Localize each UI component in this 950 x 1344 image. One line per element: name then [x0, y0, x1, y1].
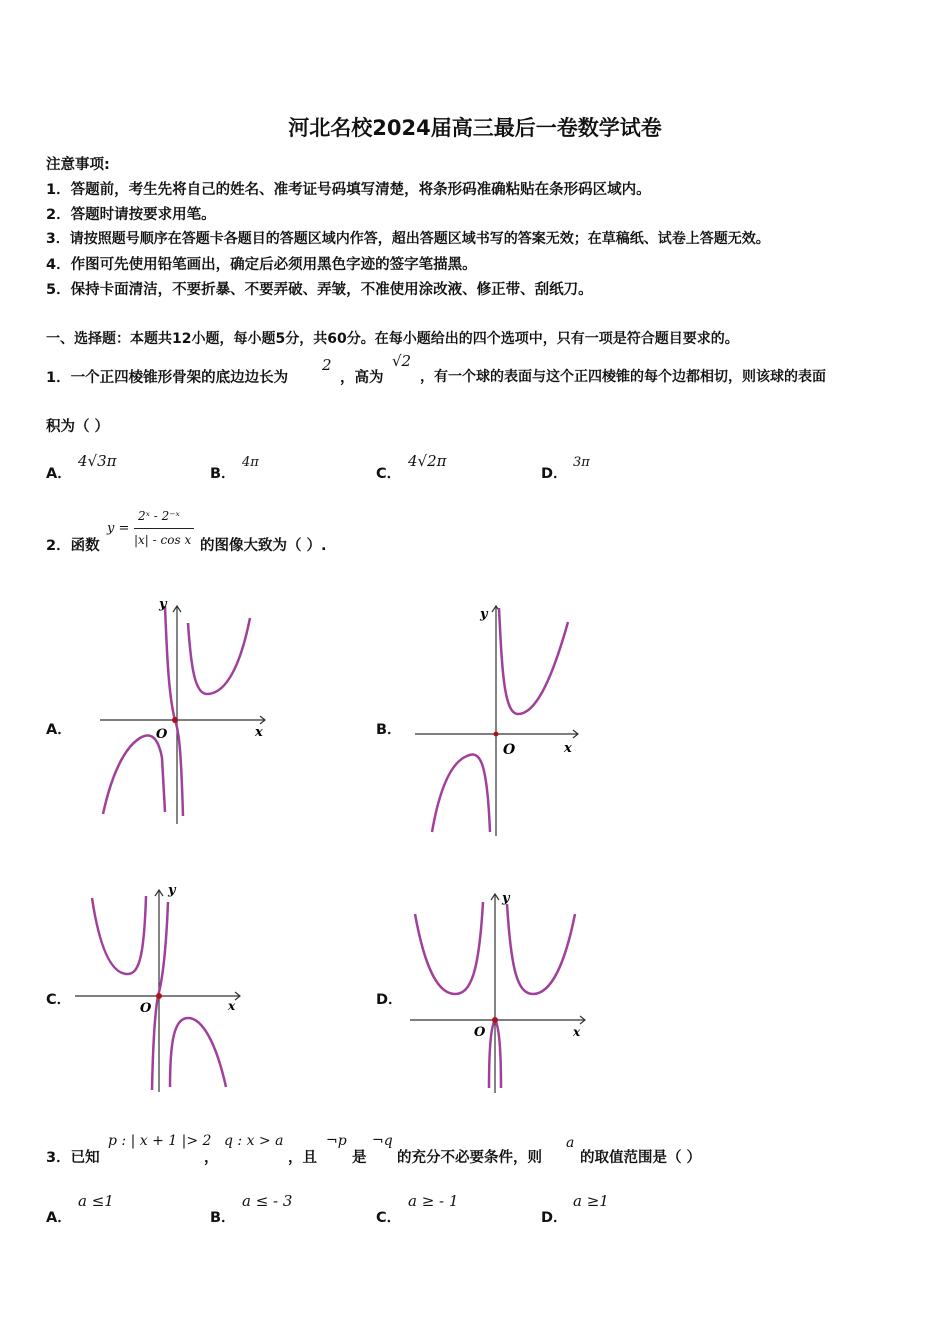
- q3-not-p: ¬p: [326, 1133, 347, 1149]
- graph-d[interactable]: [405, 888, 590, 1098]
- page-title: 河北名校2024届高三最后一卷数学试卷: [288, 116, 662, 140]
- origin-label: O: [503, 742, 516, 758]
- x-axis-label: x: [564, 741, 572, 756]
- q3-text-4: 的充分不必要条件，则: [397, 1150, 542, 1166]
- q1-option-d[interactable]: 3π: [573, 455, 590, 470]
- q2-option-c-label: C．: [46, 992, 72, 1008]
- q1-option-a-label: A．: [46, 466, 72, 482]
- q1-option-a[interactable]: 4√3π: [78, 452, 117, 470]
- q1-height: √2: [392, 352, 412, 370]
- q2-option-d-label: D．: [376, 992, 403, 1008]
- q1-text-4: 积为（ ）: [46, 419, 110, 435]
- x-axis-label: x: [255, 725, 263, 740]
- q2-y-equals: y =: [107, 521, 130, 536]
- q3-option-b[interactable]: a ≤ - 3: [242, 1192, 293, 1210]
- q1-option-b-label: B．: [210, 466, 236, 482]
- q3-option-d-label: D．: [541, 1210, 568, 1226]
- q3-option-a[interactable]: a ≤1: [78, 1192, 114, 1210]
- origin-label: O: [474, 1025, 486, 1040]
- y-axis-label: y: [168, 883, 176, 898]
- q1-option-d-label: D．: [541, 466, 568, 482]
- q3-option-c[interactable]: a ≥ - 1: [408, 1192, 459, 1210]
- q2-numerator: 2ˣ - 2⁻ˣ: [138, 509, 180, 523]
- q3-text-1: 3．已知: [46, 1150, 100, 1166]
- origin-label: O: [140, 1001, 152, 1016]
- q3-text-5: 的取值范围是（ ）: [580, 1150, 702, 1166]
- y-axis-label: y: [480, 607, 488, 622]
- notice-item: 1．答题前，考生先将自己的姓名、准考证号码填写清楚，将条形码准确粘贴在条形码区域内。: [46, 182, 651, 198]
- section-heading: 一、选择题：本题共12小题，每小题5分，共60分。在每小题给出的四个选项中，只有一项是符合题目要求的。: [46, 331, 739, 347]
- q2-option-a-label: A．: [46, 722, 72, 738]
- q1-option-b[interactable]: 4π: [242, 455, 259, 470]
- q1-text-1: 1．一个正四棱锥形骨架的底边边长为: [46, 370, 289, 386]
- q3-text-2: ，且: [288, 1150, 317, 1166]
- q2-option-b-label: B．: [376, 722, 402, 738]
- x-axis-label: x: [573, 1025, 581, 1039]
- q3-option-b-label: B．: [210, 1210, 236, 1226]
- origin-label: O: [156, 727, 168, 742]
- q2-denominator: |x| - cos x: [134, 533, 192, 547]
- q1-text-2: ，高为: [340, 370, 384, 386]
- q2-text-1: 2．函数: [46, 538, 100, 554]
- graph-b[interactable]: [410, 600, 590, 840]
- q1-base-edge: 2: [322, 356, 332, 374]
- y-axis-label: y: [159, 598, 167, 612]
- notice-item: 2．答题时请按要求用笔。: [46, 207, 216, 223]
- y-axis-label: y: [502, 891, 510, 906]
- q1-option-c[interactable]: 4√2π: [408, 452, 447, 470]
- q3-option-c-label: C．: [376, 1210, 402, 1226]
- q3-variable-a: a: [566, 1135, 575, 1151]
- notice-heading: 注意事项:: [46, 157, 110, 173]
- q3-text-3: 是: [352, 1150, 367, 1166]
- graph-c[interactable]: [70, 882, 250, 1097]
- graph-a[interactable]: [95, 598, 275, 828]
- q3-condition-q: q : x > a: [224, 1133, 284, 1149]
- notice-item: 5．保持卡面清洁，不要折暴、不要弄破、弄皱，不准使用涂改液、修正带、刮纸刀。: [46, 282, 593, 298]
- q1-option-c-label: C．: [376, 466, 402, 482]
- x-axis-label: x: [228, 999, 236, 1013]
- q3-comma: ，: [204, 1150, 219, 1166]
- notice-item: 3．请按照题号顺序在答题卡各题目的答题区域内作答，超出答题区域书写的答案无效；在草稿纸、试卷上答题无效。: [46, 231, 770, 247]
- q3-not-q: ¬q: [372, 1133, 393, 1149]
- fraction-bar: [134, 528, 194, 529]
- q3-option-a-label: A．: [46, 1210, 72, 1226]
- q3-condition-p: p : | x + 1 |> 2: [108, 1133, 212, 1149]
- notice-item: 4．作图可先使用铅笔画出，确定后必须用黑色字迹的签字笔描黑。: [46, 257, 477, 273]
- q3-option-d[interactable]: a ≥1: [573, 1192, 609, 1210]
- q1-text-3: ，有一个球的表面与这个正四棱锥的每个边都相切，则该球的表面: [420, 369, 826, 385]
- q2-text-2: 的图像大致为（ ）.: [200, 538, 327, 554]
